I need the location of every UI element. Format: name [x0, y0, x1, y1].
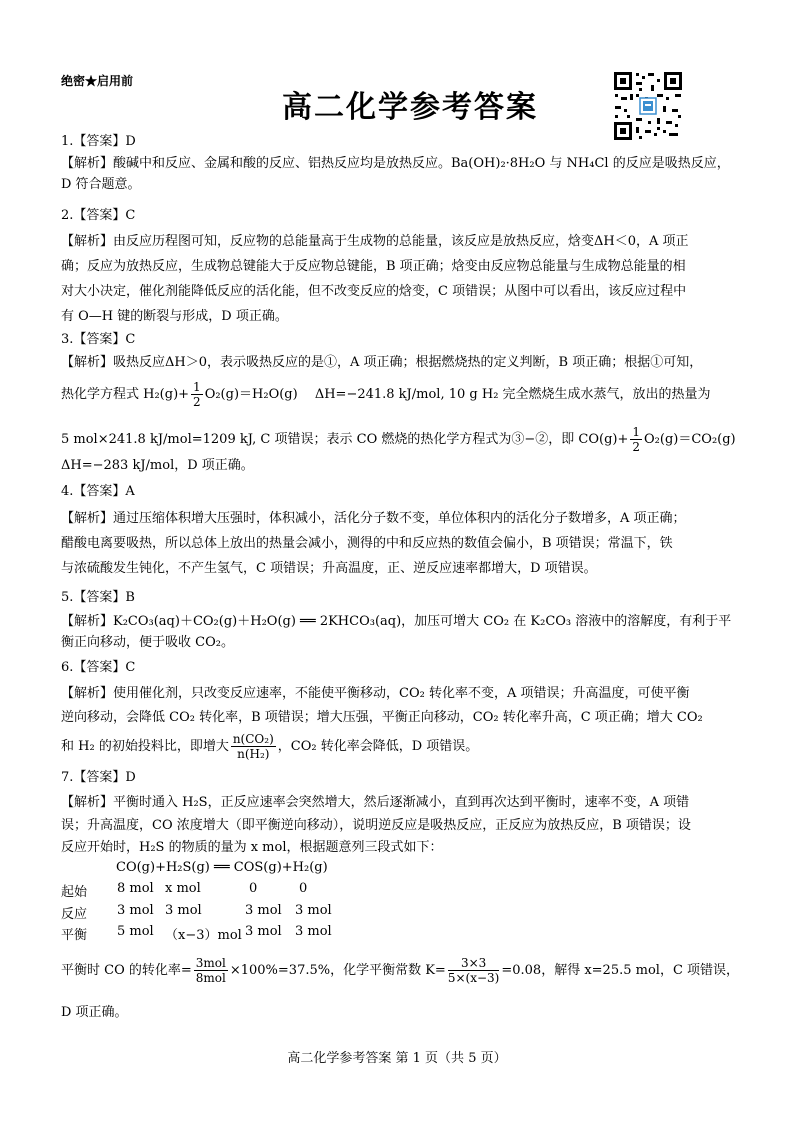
fraction-ratio: $\frac{\text{n(CO₂)}}{\text{n(H₂)}}$ [232, 732, 274, 761]
q5-explanation-line: 衡正向移动，便于吸收 CO₂。 [61, 635, 234, 650]
confidential-label: 绝密★启用前 [61, 74, 134, 88]
q5-explanation-line: 【解析】K₂CO₃(aq)＋CO₂(g)＋H₂O(g) ══ 2KHCO₃(aq)，加压可增大 CO₂ 在 K₂CO₃ 溶液中的溶解度，有利于平 [61, 614, 732, 629]
q2-explanation-line: 有 O—H 键的断裂与形成，D 项正确。 [61, 309, 288, 324]
q7-explanation-line: 反应开始时，H₂S 的物质的量为 x mol，根据题意列三段式如下： [61, 840, 443, 855]
q2-explanation-line: 【解析】由反应历程图可知，反应物的总能量高于生成物的总能量，该反应是放热反应，焓变ΔH＜0，A 项正 [61, 234, 689, 249]
q7-conclusion-line: 平衡时 CO 的转化率= $\frac{\text{3mol}}{\text{8mol}}$ ×100%=37.5%，化学平衡常数 K= $\frac{3\times 3}{5\times(x-3)}$ =0.08，解得 x=25.5 mol，C 项错误， [61, 956, 740, 985]
q4-explanation-line: 【解析】通过压缩体积增大压强时，体积减小，活化分子数不变，单位体积内的活化分子数增多，A 项正确； [61, 511, 686, 526]
page-footer: 高二化学参考答案 第 1 页（共 5 页） [287, 1051, 507, 1066]
q3-explanation-line: 热化学方程式 H₂(g)+ $\frac{1}{2}$ O₂(g)＝H₂O(g) ΔH=−241.8 kJ/mol, 10 g H₂ 完全燃烧生成水蒸气，放出的热量为 [61, 380, 711, 409]
q6-answer: 6.【答案】C [61, 660, 136, 675]
q7-conclusion-line: D 项正确。 [61, 1005, 128, 1020]
fraction-half: $\frac{1}{2}$ [193, 380, 201, 409]
q1-explanation-line: D 符合题意。 [61, 177, 141, 192]
q1-answer: 1.【答案】D [61, 134, 136, 149]
q3-explanation-line: 【解析】吸热反应ΔH＞0，表示吸热反应的是①，A 项正确；根据燃烧热的定义判断，B 项正确；根据①可知， [61, 355, 703, 370]
q2-explanation-line: 对大小决定，催化剂能降低反应的活化能，但不改变反应的焓变，C 项错误；从图中可以看出，该反应过程中 [61, 284, 687, 299]
q7-answer: 7.【答案】D [61, 770, 136, 785]
q4-explanation-line: 醋酸电离要吸热，所以总体上放出的热量会减小，测得的中和反应热的数值会偏小，B 项错误；常温下，铁 [61, 536, 673, 551]
q7-explanation-line: 【解析】平衡时通入 H₂S，正反应速率会突然增大，然后逐渐减小，直到再次达到平衡时，速率不变，A 项错 [61, 795, 690, 810]
q2-answer: 2.【答案】C [61, 208, 136, 223]
q6-explanation-line: 逆向移动，会降低 CO₂ 转化率，B 项错误；增大压强，平衡正向移动，CO₂ 转化率升高，C 项正确；增大 CO₂ [61, 710, 703, 725]
q6-explanation-line: 和 H₂ 的初始投料比，即增大 $\frac{\text{n(CO₂)}}{\text{n(H₂)}}$ ，CO₂ 转化率会降低，D 项错误。 [61, 732, 479, 761]
q3-explanation-line: 5 mol×241.8 kJ/mol=1209 kJ, C 项错误；表示 CO 燃烧的热化学方程式为③−②，即 CO(g)+ $\frac{1}{2}$ O₂(g)＝CO₂(g) [61, 425, 736, 454]
q3-explanation-line: ΔH=−283 kJ/mol，D 项正确。 [61, 458, 254, 473]
page-title: 高二化学参考答案 [282, 90, 538, 125]
q4-answer: 4.【答案】A [61, 484, 135, 499]
q1-explanation-line: 【解析】酸碱中和反应、金属和酸的反应、铝热反应均是放热反应。Ba(OH)₂·8H₂O 与 NH₄Cl 的反应是吸热反应， [61, 156, 730, 171]
qr-code [612, 70, 684, 142]
q6-explanation-line: 【解析】使用催化剂，只改变反应速率，不能使平衡移动，CO₂ 转化率不变，A 项错误；升高温度，可使平衡 [61, 686, 690, 701]
fraction-conversion: $\frac{\text{3mol}}{\text{8mol}}$ [195, 956, 226, 985]
q4-explanation-line: 与浓硫酸发生钝化，不产生氢气，C 项错误；升高温度，正、逆反应速率都增大，D 项错误。 [61, 561, 597, 576]
fraction-constant: $\frac{3\times 3}{5\times(x-3)}$ [447, 956, 500, 985]
fraction-half: $\frac{1}{2}$ [632, 425, 641, 454]
q3-answer: 3.【答案】C [61, 332, 136, 347]
reaction-equation: CO(g)+H₂S(g) ══ COS(g)+H₂(g) [116, 860, 328, 875]
q2-explanation-line: 确；反应为放热反应，生成物总键能大于反应物总键能，B 项正确；焓变由反应物总能量与生成物总能量的相 [61, 259, 686, 274]
q5-answer: 5.【答案】B [61, 590, 135, 605]
q7-explanation-line: 误；升高温度，CO 浓度增大（即平衡逆向移动），说明逆反应是吸热反应，正反应为放热反应，B 项错误；设 [61, 818, 691, 833]
